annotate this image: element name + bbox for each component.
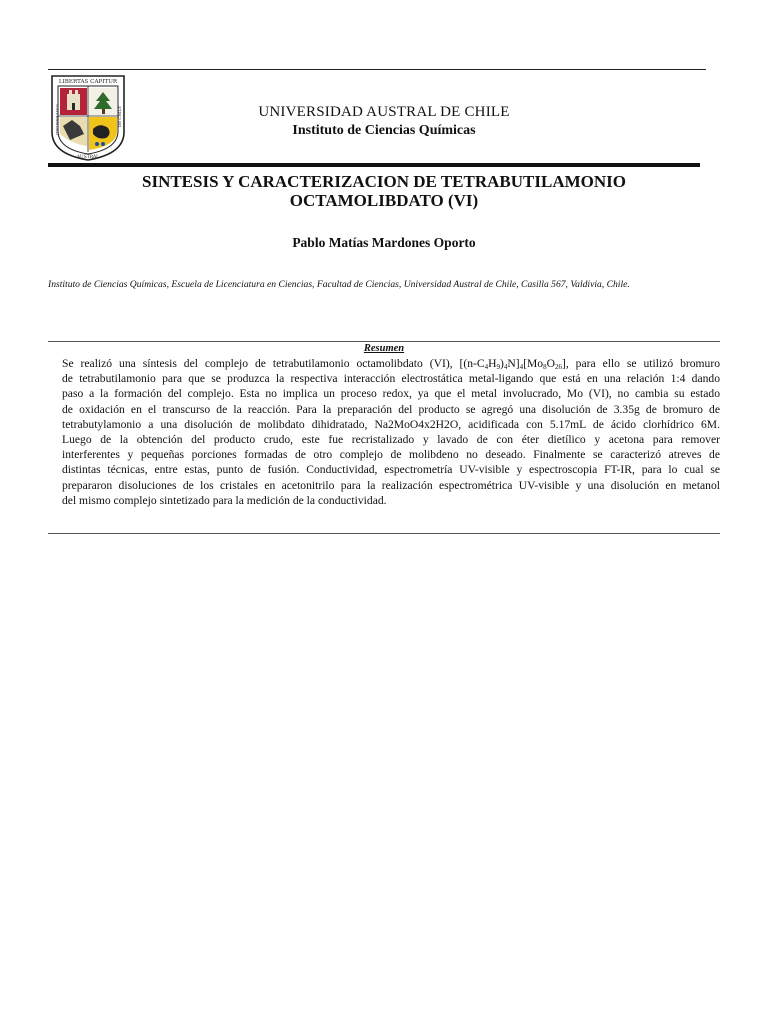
seal-ring-bottom: AUSTRAL [76,155,100,160]
abstract-top-rule [48,341,720,342]
abstract-line: Se realizó una síntesis del complejo de tetrabutilamonio octamolibdato (VI), $[(n-C_4H_9)_4N]_4[Mo_8O_{26}]$, para ello se utilizó bromuro [62,357,720,371]
top-rule [48,69,706,70]
author-affiliation: Instituto de Ciencias Químicas, Escuela de Licenciatura en Ciencias, Facultad de Ciencias, Universidad Austral de Chile, Casilla 567, Valdivia, Chile. [48,279,630,290]
abstract-line: prepararon disoluciones de los cristales en acetonitrilo para la realización espectrométrica UV-visible y una disolución en metanol [62,478,720,492]
header-divider [48,163,700,167]
university-name: UNIVERSIDAD AUSTRAL DE CHILE [258,104,510,120]
paper-title-line-2: OCTAMOLIBDATO (VI) [289,191,479,210]
abstract-bottom-rule [48,533,720,534]
abstract-line: del mismo complejo sintetizado para la medición de la conductividad. [62,493,387,507]
abstract-heading: Resumen [363,343,405,354]
seal-ring-left: UNIVERSIDAD [55,104,60,135]
seal-ring-right: DE CHILE [117,106,122,128]
author-name: Pablo Matías Mardones Oporto [292,235,476,250]
seal-motto: LIBERTAS CAPITUR [58,79,118,85]
abstract-line: distintas técnicas, entre estas, punto de fusión. Conductividad, espectrometría UV-visible y espectroscopia FT-IR, para lo cual se [62,463,720,477]
abstract-line: de tetrabutilamonio para que se produzca la respectiva interacción electrostática metal-ligando que está en una relación 1:4 dando [62,372,720,386]
abstract-line: Luego de la obtención del producto crudo, este fue recristalizado y lavado de con éter dietílico y acetona para remover [62,432,720,446]
paper-title-line-1: SINTESIS Y CARACTERIZACION DE TETRABUTILAMONIO [142,172,626,191]
abstract-line: interferentes y pequeñas porciones formadas de otro complejo de molibdeno no deseado. Finalmente se caracterizó atreves de [62,448,720,462]
abstract-line: de oxidación en el transcurso de la reacción. Para la preparación del producto se agregó una disolución de 3.35g de bromuro de [62,402,720,416]
abstract-body [62,356,720,508]
institute-name: Instituto de Ciencias Químicas [292,123,476,138]
abstract-line: paso a la formación del complejo. Esta no implica un proceso redox, ya que el metal involucrado, Mo (VI), no cambia su estado [62,387,720,401]
abstract-line: tetrabutylamonio a una disolución de molibdato dihidratado, Na2MoO4x2H2O, acidificada con 5.17mL de ácido clorhídrico 6M. [62,417,720,431]
